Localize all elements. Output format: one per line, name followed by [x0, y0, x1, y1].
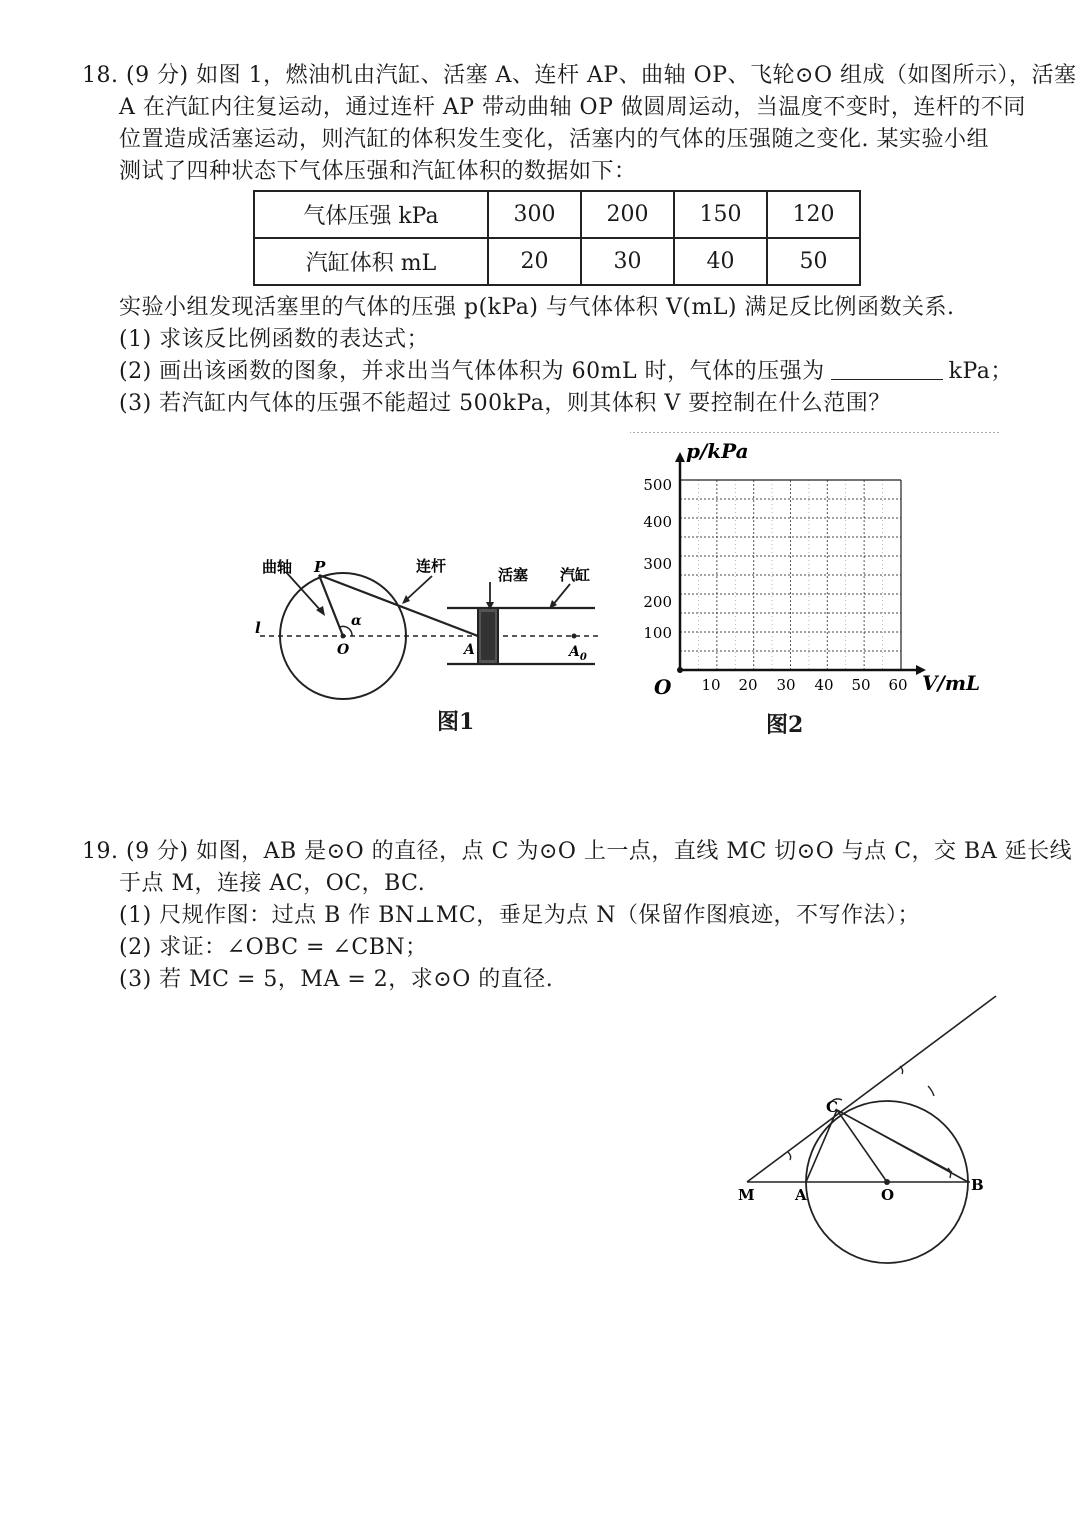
- segment-oc: [837, 1110, 887, 1182]
- x-tick-label: 40: [814, 676, 834, 694]
- figure-2-grid: [630, 432, 1000, 702]
- label-a: A: [464, 642, 475, 658]
- answer-blank[interactable]: [831, 357, 943, 380]
- origin-dot: [677, 667, 683, 673]
- tangent-line-mc: [747, 996, 996, 1182]
- table-cell: 40: [674, 238, 767, 285]
- label-b: B: [971, 1176, 984, 1194]
- label-c: C: [826, 1098, 838, 1116]
- construction-arc: [788, 1152, 791, 1160]
- table-cell: 20: [488, 238, 581, 285]
- question-18-parts: [82, 292, 1012, 420]
- y-tick-label: 100: [643, 624, 672, 642]
- q19-line-2: 于点 M，连接 AC，OC，BC.: [119, 871, 426, 896]
- label-a0-subscript: 0: [579, 652, 587, 663]
- x-tick-label: 20: [738, 676, 758, 694]
- x-axis-label: V/mL: [922, 671, 981, 695]
- label-crank: 曲轴: [262, 558, 293, 576]
- q18-part-2-text: (2) 画出该函数的图象，并求出当气体体积为 60mL 时，气体的压强为: [119, 359, 825, 384]
- y-axis-arrow: [675, 452, 685, 462]
- data-table: [253, 190, 861, 286]
- q18-line-2: A 在汽缸内往复运动，通过连杆 AP 带动曲轴 OP 做圆周运动，当温度不变时，连杆的不同: [119, 95, 1026, 120]
- table-cell-volume-label: 汽缸体积 mL: [254, 238, 488, 285]
- q19-part-3: (3) 若 MC = 5，MA = 2，求⊙O 的直径.: [119, 967, 554, 992]
- piston-shading: [481, 612, 495, 660]
- q18-line-4: 测试了四种状态下气体压强和汽缸体积的数据如下：: [119, 159, 637, 184]
- q18-line-3: 位置造成活塞运动，则汽缸的体积发生变化，活塞内的气体的压强随之变化. 某实验小组: [119, 127, 989, 152]
- table-cell: 150: [674, 191, 767, 238]
- rod-leader-line: [406, 576, 432, 600]
- label-a: A: [795, 1186, 807, 1204]
- x-tick-label: 60: [888, 676, 908, 694]
- label-a0: [567, 644, 587, 663]
- question-18: [82, 60, 1077, 188]
- table-row-volume: [254, 238, 860, 285]
- figure-1-caption: 图1: [437, 709, 475, 735]
- figure-2-caption: 图2: [766, 712, 804, 738]
- table-cell: 200: [581, 191, 674, 238]
- segment-ac: [806, 1110, 837, 1182]
- table-cell: 300: [488, 191, 581, 238]
- table-row-pressure: [254, 191, 860, 238]
- q19-part-1: (1) 尺规作图：过点 B 作 BN⊥MC，垂足为点 N（保留作图痕迹，不写作法）；: [119, 903, 921, 928]
- origin-label: O: [654, 675, 672, 699]
- label-o: O: [337, 642, 350, 658]
- label-a0-letter: A: [569, 644, 580, 660]
- label-m: M: [738, 1186, 755, 1204]
- construction-arc: [948, 1168, 951, 1178]
- table-cell: 50: [767, 238, 860, 285]
- x-tick-label: 10: [701, 676, 721, 694]
- figure-q19-circle: [730, 990, 1010, 1280]
- label-cylinder: 汽缸: [560, 566, 591, 584]
- table-cell-pressure-label: 气体压强 kPa: [254, 191, 488, 238]
- figure-1-engine: [240, 540, 610, 710]
- q18-line-1: 18. (9 分) 如图 1，燃油机由汽缸、活塞 A、连杆 AP、曲轴 OP、飞轮⊙O 组成（如图所示），活塞: [82, 63, 1077, 88]
- q19-part-2: (2) 求证：∠OBC = ∠CBN；: [119, 935, 428, 960]
- y-tick-label: 300: [643, 555, 672, 573]
- q18-part-2-unit: kPa；: [948, 359, 1013, 384]
- label-o: O: [881, 1186, 895, 1204]
- table-cell: 120: [767, 191, 860, 238]
- label-l: l: [255, 619, 261, 637]
- crank-op: [319, 575, 343, 636]
- y-tick-label: 200: [643, 593, 672, 611]
- y-tick-label: 500: [643, 476, 672, 494]
- q18-part-1: (1) 求该反比例函数的表达式；: [119, 327, 430, 352]
- q18-relation-text: 实验小组发现活塞里的气体的压强 p(kPa) 与气体体积 V(mL) 满足反比例函数关系.: [119, 295, 955, 320]
- y-axis-label: p/kPa: [686, 439, 749, 463]
- x-tick-label: 30: [776, 676, 796, 694]
- y-tick-label: 400: [643, 513, 672, 531]
- label-piston: 活塞: [498, 566, 529, 584]
- construction-arc: [900, 1066, 903, 1074]
- point-o: [884, 1179, 890, 1185]
- q18-part-2: [82, 356, 1012, 388]
- point-a0: [572, 634, 577, 639]
- construction-line: [837, 1110, 952, 1172]
- label-rod: 连杆: [416, 557, 447, 575]
- construction-arc: [928, 1086, 934, 1096]
- x-tick-label: 50: [851, 676, 871, 694]
- q19-line-1: 19. (9 分) 如图，AB 是⊙O 的直径，点 C 为⊙O 上一点，直线 MC 切⊙O 与点 C，交 BA 延长线: [82, 839, 1073, 864]
- label-p: P: [314, 558, 326, 576]
- point-o: [341, 634, 346, 639]
- q18-part-3: (3) 若汽缸内气体的压强不能超过 500kPa，则其体积 V 要控制在什么范围？: [119, 391, 891, 416]
- question-19: [82, 836, 1073, 996]
- table-cell: 30: [581, 238, 674, 285]
- label-alpha: α: [351, 613, 362, 629]
